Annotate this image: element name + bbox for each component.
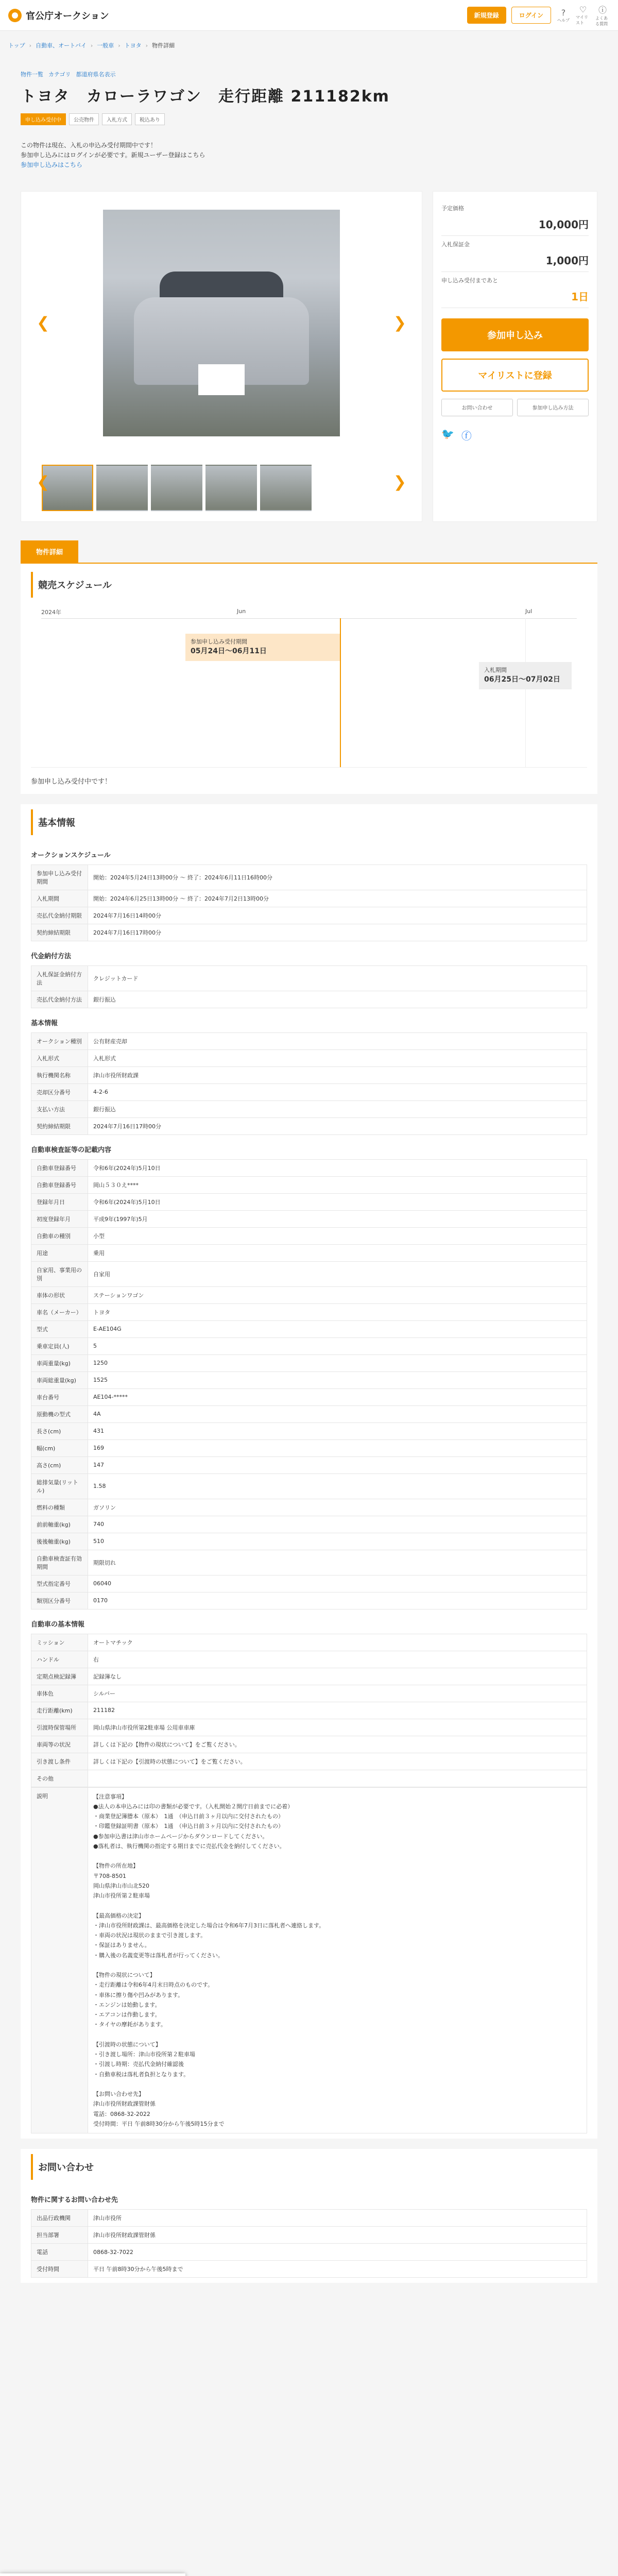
row-value: 津山市役所財政課 [88,1066,587,1083]
row-label: 総排気量(リットル) [31,1473,88,1499]
row-label: 型式指定番号 [31,1575,88,1592]
cat-tag[interactable]: 物件一覧 [21,71,43,78]
info-section: 基本情報 オークションスケジュール 参加申し込み受付期間 開始：2024年5月24日13時00分 ～ 終了：2024年6月11日16時00分 入札期間 開始：2024年6月25日13時00分 ～ 終了：2024年7月2日13時00分 売払代金納付期限 2024年7月16日14時00分 契約締結期限 2024年7月16日17時00分 代金納付方法 入札保証金納付方法 クレジットカード 売払代金納付方法 銀行振込 基本情報 オークション種別 公有財産売却 入札形式 入札形式 執行機関名称 津山市役所財政課 売却区分番号 4-2-6 支払い方法 銀行振込 契約締結期限 2024年7月16日17時00分 自動車検査証等の記載内容 自動車登録番号 令和6年(2024年)5月10日 自動車登録番号 岡山５３０え**** 登録年月日 令和6年(2024年)5月10日 初度登録年月 平成9年(1997年)5月 自動車の種別 小型 用途 乗用 自家用、事業用の別 自家用 車体の形状 ステーションワゴン 車名（メーカー） トヨタ 型式 E-AE104G 乗車定員(人) 5 車両重量(kg) 1250 車両総重量(kg) 1525 車台番号 AE104-***** 原動機の型式 4A 長さ(cm) 431 幅(cm) 169 高さ(cm) 147 総排気量(リットル) 1.58 燃料の種類 ガソリン 前前軸重(kg) 740 後後軸重(kg) 510 自動車検査証有効期間 期限切れ 型式指定番号 06040 類別区分番号 0170 自動車の基本情報 ミッション オートマチック ハンドル 右 定期点検記録簿 記録簿なし 車体色 シルバー 走行距離(km) 211182 引渡時保管場所 岡山県津山市役所第2駐車場 公用車車庫 車両等の状況 詳しくは下記の【物件の現状について】をご覧ください。 引き渡し条件 詳しくは下記の【引渡時の状態について】をご覧ください。 その他 説明 【注意事項】 ●法人の本申込みには印の書類が必要です。（入札開始２開庁日前までに必着） ・商業登記簿謄本（原本） 1通 （申込日前３ヶ月以内に交付されたもの） ・印鑑登録証明書（原本） 1通 （申込日前３ヶ月以内に交付されたもの） ●参加申込書は津山市ホームページからダウンロードしてください。 ●落札者は、執行機関の指定する期日までに売払代金を納付してください。 【物件の所在地】 〒708-8501 岡山県津山市山北520 津山市役所第２駐車場 【最高価格の決定】 ・津山市役所財政課は、最高価格を決定した場合は令和6年7月3日に落札者へ連絡します。 ・車両の状況は現状のままで引き渡します。 ・保証はありません。 ・購入後の名義変更等は落札者が行ってください。 【物件の現状について】 ・走行距離は令和6年4月末日時点のものです。 ・車体に擦り傷や凹みがあります。 ・エンジンは始動します。 ・エアコンは作動します。 ・タイヤの摩耗があります。 【引渡時の状態について】 ・引き渡し場所：津山市役所第２駐車場 ・引渡し時期：売払代金納付確認後 ・自動車税は落札者負担となります。 【お問い合わせ先】 津山市役所財政課管財係 電話：0868-32-2022 受付時間：平日 午前8時30分から午後5時15分まで [21,804,597,2139]
row-label: ミッション [31,1634,88,1651]
row-label: 自動車登録番号 [31,1159,88,1176]
row-value: 431 [88,1422,587,1439]
prev-arrow-icon[interactable]: ❮ [37,314,50,332]
logo-icon [8,9,22,22]
row-label: 入札形式 [31,1049,88,1066]
cat-tag[interactable]: カテゴリ [48,71,71,78]
row-value: 津山市役所 [88,2210,587,2227]
contact-table [31,2209,587,2278]
table-row [31,1685,587,1702]
table-row [31,1244,587,1261]
tab-detail[interactable]: 物件詳細 [21,540,78,563]
vehicle-photo [103,210,340,436]
table-row [31,1668,587,1685]
row-value: 右 [88,1651,587,1668]
row-value: 平成9年(1997年)5月 [88,1210,587,1227]
row-label: 支払い方法 [31,1100,88,1117]
table-row [31,1533,587,1550]
table-row [31,965,587,991]
row-label: 幅(cm) [31,1439,88,1456]
deposit-price: 1,000円 [545,254,589,267]
row-value: クレジットカード [88,965,587,991]
row-value: トヨタ [88,1303,587,1320]
schedule-note: 参加申し込み受付中です！ [31,777,112,786]
table-row [31,890,587,907]
row-value: 211182 [88,1702,587,1719]
schedule-section: 競売スケジュール 2024年 Jun Jul 参加申し込み受付期間 05月24日～06月11日 入札期間 06月25日～07月02日 参加申し込み受付中です！ [21,564,597,794]
row-value: 期限切れ [88,1550,587,1575]
payment-table [31,965,587,1008]
table-row [31,1261,587,1286]
row-label: 定期点検記録簿 [31,1668,88,1685]
row-label: 売却区分番号 [31,1083,88,1100]
row-label: 契約締結期限 [31,924,88,941]
row-value: 510 [88,1533,587,1550]
row-value: 06040 [88,1575,587,1592]
table-row [31,1575,587,1592]
row-value: 岡山５３０え**** [88,1176,587,1193]
table-row [31,865,587,890]
row-value: シルバー [88,1685,587,1702]
contact-section: お問い合わせ 物件に関するお問い合わせ先 出品行政機関 津山市役所 担当部署 津山市役所財政課管財係 電話 0868-32-7022 受付時間 平日 午前8時30分から午後5時まで [21,2149,597,2283]
row-label: 車名（メーカー） [31,1303,88,1320]
row-value: 147 [88,1456,587,1473]
table-row [31,924,587,941]
apply-button[interactable]: 参加申し込み [441,318,589,351]
row-value: 2024年7月16日17時00分 [88,1117,587,1134]
twitter-icon[interactable]: 🐦 [441,427,454,440]
row-label: 自家用、事業用の別 [31,1261,88,1286]
table-row [31,2210,587,2227]
row-label: 車台番号 [31,1388,88,1405]
row-value: 開始：2024年5月24日13時00分 ～ 終了：2024年6月11日16時00分 [88,865,587,890]
image-gallery [21,191,422,522]
table-row [31,1439,587,1456]
table-row [31,1499,587,1516]
mylist-button[interactable]: マイリストに登録 [441,359,589,392]
row-value: 詳しくは下記の【引渡時の状態について】をご覧ください。 [88,1753,587,1770]
page-title: トヨタ カローラワゴン 走行距離 211182km [21,88,390,106]
table-row [31,1456,587,1473]
table-row [31,1651,587,1668]
row-value: 1.58 [88,1473,587,1499]
login-button[interactable]: ログイン [511,7,551,24]
table-row [31,1422,587,1439]
table-row [31,1032,587,1049]
row-label: 後後軸重(kg) [31,1533,88,1550]
row-value: 2024年7月16日14時00分 [88,907,587,924]
row-value: 小型 [88,1227,587,1244]
thumbnail[interactable] [205,465,257,511]
start-price: 10,000円 [538,218,589,231]
row-value [88,1770,587,1787]
thumb-next-icon[interactable]: ❯ [393,473,406,492]
row-value: オートマチック [88,1634,587,1651]
row-value: 詳しくは下記の【物件の現状について】をご覧ください。 [88,1736,587,1753]
row-value: 入札形式 [88,1049,587,1066]
breadcrumb-vehicle[interactable]: 自動車、オートバイ [36,42,87,49]
schedule-table [31,865,587,941]
row-value: E-AE104G [88,1320,587,1337]
notice: この物件は現在、入札の申込み受付期間中です！ 参加申し込みにはログインが必要です。新規ユーザー登録はこちら 参加申し込みはこちら [21,142,205,169]
info-title: 基本情報 [31,809,587,835]
table-row [31,1753,587,1770]
table-row [31,1227,587,1244]
logo-text: 官公庁オークション [26,10,109,22]
thumbnail[interactable] [151,465,202,511]
row-label: 担当部署 [31,2227,88,2244]
row-label: 初度登録年月 [31,1210,88,1227]
row-value: 0868-32-7022 [88,2244,587,2261]
table-row [31,1405,587,1422]
vehicle-cert-table [31,1159,587,1609]
table-row [31,1634,587,1651]
row-label: 車両等の状況 [31,1736,88,1753]
table-row [31,1303,587,1320]
table-row [31,1719,587,1736]
breadcrumb-general[interactable]: 一般車 [97,42,114,49]
table-row [31,1736,587,1753]
question-icon[interactable]: ⓘ よくある質問 [595,5,608,26]
register-button[interactable]: 新規登録 [467,7,506,24]
table-row [31,991,587,1008]
header [0,0,618,31]
row-label: 自動車検査証有効期間 [31,1550,88,1575]
row-value: 2024年7月16日17時00分 [88,924,587,941]
tax-badge: 税込あり [135,113,165,125]
logo[interactable] [8,9,109,22]
schedule-title: 競売スケジュール [31,572,587,598]
row-value: 令和6年(2024年)5月10日 [88,1159,587,1176]
contact-button[interactable]: お問い合わせ [441,399,513,416]
table-row [31,1066,587,1083]
breadcrumb-toyota[interactable]: トヨタ [124,42,142,49]
description: 【注意事項】 ●法人の本申込みには印の書類が必要です。（入札開始２開庁日前までに必着） ・商業登記簿謄本（原本） 1通 （申込日前３ヶ月以内に交付されたもの） ・印鑑登録証明書（原本） 1通 （申込日前３ヶ月以内に交付されたもの） ●参加申込書は津山市ホームページからダウンロードしてください。 ●落札者は、執行機関の指定する期日までに売払代金を納付してください。 【物件の所在地】 〒708-8501 岡山県津山市山北520 津山市役所第２駐車場 【最高価格の決定】 ・津山市役所財政課は、最高価格を決定した場合は令和6年7月3日に落札者へ連絡します。 ・車両の状況は現状のままで引き渡します。 ・保証はありません。 ・購入後の名義変更等は落札者が行ってください。 【物件の現状について】 ・走行距離は令和6年4月末日時点のものです。 ・車体に擦り傷や凹みがあります。 ・エンジンは始動します。 ・エアコンは作動します。 ・タイヤの摩耗があります。 【引渡時の状態について】 ・引き渡し場所：津山市役所第２駐車場 ・引渡し時期：売払代金納付確認後 ・自動車税は落札者負担となります。 【お問い合わせ先】 津山市役所財政課管財係 電話：0868-32-2022 受付時間：平日 午前8時30分から午後5時15分まで [93,1793,325,2127]
row-value: ステーションワゴン [88,1286,587,1303]
schedule-bar-bid: 入札期間 06月25日～07月02日 [479,662,572,690]
row-value: 銀行振込 [88,1100,587,1117]
row-label: 入札保証金納付方法 [31,965,88,991]
table-row [31,2244,587,2261]
row-label: 型式 [31,1320,88,1337]
row-label: 燃料の種類 [31,1499,88,1516]
mylist-icon[interactable]: ♡ マイリスト [576,5,588,25]
row-label: オークション種別 [31,1032,88,1049]
thumbnail[interactable] [96,465,148,511]
row-label: 乗車定員(人) [31,1337,88,1354]
row-label: 参加申し込み受付期間 [31,865,88,890]
cat-tag[interactable]: 都道府県名表示 [76,71,116,78]
table-row [31,1516,587,1533]
row-value: 平日 午前8時30分から午後5時まで [88,2261,587,2278]
table-row [31,1320,587,1337]
table-row [31,1210,587,1227]
row-value: 1250 [88,1354,587,1371]
row-label: 引き渡し条件 [31,1753,88,1770]
table-row [31,2227,587,2244]
row-label: 車両総重量(kg) [31,1371,88,1388]
row-label: 長さ(cm) [31,1422,88,1439]
table-row [31,1049,587,1066]
row-label: 引渡時保管場所 [31,1719,88,1736]
row-label: その他 [31,1770,88,1787]
row-value: 1525 [88,1371,587,1388]
row-label: 売払代金納付期限 [31,907,88,924]
row-label: 執行機関名称 [31,1066,88,1083]
row-value: 自家用 [88,1261,587,1286]
table-row [31,1354,587,1371]
help-icon[interactable]: ? ヘルプ [557,7,570,23]
table-row [31,1100,587,1117]
row-value: ガソリン [88,1499,587,1516]
remaining-days: 1日 [571,290,589,303]
cookie-banner [0,2573,185,2576]
row-value: 740 [88,1516,587,1533]
table-row [31,1770,587,1787]
row-label: 類別区分番号 [31,1592,88,1609]
table-row [31,1083,587,1100]
row-label: 入札期間 [31,890,88,907]
table-row [31,907,587,924]
row-label: 契約締結期限 [31,1117,88,1134]
row-label: 登録年月日 [31,1193,88,1210]
schedule-bar-apply: 参加申し込み受付期間 05月24日～06月11日 [185,634,340,662]
row-label: 前前軸重(kg) [31,1516,88,1533]
bid-type-badge: 入札方式 [102,113,132,125]
row-label: ハンドル [31,1651,88,1668]
row-value: 5 [88,1337,587,1354]
row-label: 原動機の型式 [31,1405,88,1422]
table-row [31,1550,587,1575]
row-label: 走行距離(km) [31,1702,88,1719]
row-value: 令和6年(2024年)5月10日 [88,1193,587,1210]
facebook-icon[interactable]: ⓕ [461,429,472,442]
basic-table [31,1032,587,1135]
table-row [31,1159,587,1176]
row-value: 津山市役所財政課管財係 [88,2227,587,2244]
table-row [31,1371,587,1388]
row-label: 用途 [31,1244,88,1261]
breadcrumb-home[interactable]: トップ [8,42,25,49]
row-label: 電話 [31,2244,88,2261]
table-row [31,1286,587,1303]
status-badge: 申し込み受付中 [21,113,66,125]
table-row [31,1117,587,1134]
row-label: 自動車の種別 [31,1227,88,1244]
contact-title: お問い合わせ [31,2154,587,2180]
table-row [31,1337,587,1354]
apply-method-button[interactable]: 参加申し込み方法 [517,399,589,416]
table-row [31,1592,587,1609]
row-value: 公有財産売却 [88,1032,587,1049]
thumb-prev-icon[interactable]: ❮ [37,473,50,492]
row-value: 乗用 [88,1244,587,1261]
vehicle-basic-table [31,1634,587,1787]
row-value: AE104-***** [88,1388,587,1405]
row-label: 高さ(cm) [31,1456,88,1473]
row-value: 銀行振込 [88,991,587,1008]
table-row [31,1702,587,1719]
row-label: 受付時間 [31,2261,88,2278]
next-arrow-icon[interactable]: ❯ [393,314,406,332]
row-value: 岡山県津山市役所第2駐車場 公用車車庫 [88,1719,587,1736]
breadcrumb: トップ › 自動車、オートバイ › 一般車 › トヨタ › 物件詳細 [8,42,175,49]
thumbnail[interactable] [260,465,312,511]
type-badge: 公売物件 [69,113,99,125]
row-label: 車両重量(kg) [31,1354,88,1371]
table-row [31,2261,587,2278]
row-label: 売払代金納付方法 [31,991,88,1008]
bid-panel: 予定価格 10,000円 入札保証金 1,000円 申し込み受付まであと 1日 参加申し込み マイリストに登録 お問い合わせ 参加申し込み方法 🐦 ⓕ [433,191,597,522]
row-value: 記録簿なし [88,1668,587,1685]
row-value: 開始：2024年6月25日13時00分 ～ 終了：2024年7月2日13時00分 [88,890,587,907]
row-value: 0170 [88,1592,587,1609]
breadcrumb-current: 物件詳細 [152,42,175,49]
row-label: 車体色 [31,1685,88,1702]
apply-link[interactable]: 参加申し込みはこちら [21,161,83,169]
table-row [31,1193,587,1210]
row-value: 4-2-6 [88,1083,587,1100]
row-label: 自動車登録番号 [31,1176,88,1193]
table-row [31,1176,587,1193]
row-label: 車体の形状 [31,1286,88,1303]
row-value: 4A [88,1405,587,1422]
table-row [31,1473,587,1499]
table-row [31,1388,587,1405]
row-value: 169 [88,1439,587,1456]
row-label: 出品行政機関 [31,2210,88,2227]
